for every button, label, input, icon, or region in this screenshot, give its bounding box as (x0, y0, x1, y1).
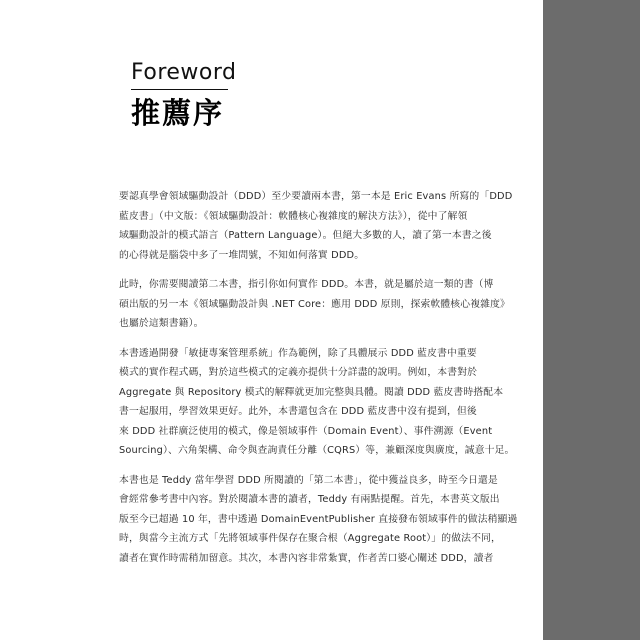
text-line: 本書透過開發「敏捷專案管理系統」作為範例，除了具體展示 DDD 藍皮書中重要 (119, 347, 477, 359)
text-line: 讀者在實作時需稍加留意。其次，本書內容非常紮實，作者苦口婆心闡述 DDD，讀者 (119, 552, 494, 564)
text-line: 碩出版的另一本《領域驅動設計與 .NET Core：應用 DDD 原則，探索軟體核心複雜度》 (119, 298, 510, 310)
paragraph-1 (119, 187, 513, 265)
text-line: Sourcing）、六角架構、命令與查詢責任分離（CQRS）等，兼顧深度與廣度，誠意十足。 (119, 445, 515, 456)
paragraph-2 (119, 275, 510, 334)
text-line: 來 DDD 社群廣泛使用的模式，像是領域事件（Domain Event）、事件溯源（Event (119, 425, 493, 437)
text-line: 書一起服用，學習效果更好。此外，本書還包含在 DDD 藍皮書中沒有提到，但後 (119, 406, 477, 417)
text-line: 此時，你需要閱讀第二本書，指引你如何實作 DDD。本書，就是屬於這一類的書（博 (119, 279, 494, 290)
text-line: 也屬於這類書籍）。 (119, 318, 204, 329)
text-line: 會經常參考書中內容。對於閱讀本書的讀者，Teddy 有兩點提醒。首先，本書英文版出 (119, 494, 500, 505)
text-line: 的心得就是腦袋中多了一堆問號，不知如何落實 DDD。 (119, 249, 365, 261)
text-line: 本書也是 Teddy 當年學習 DDD 所閱讀的「第二本書」，從中獲益良多，時至今日還是 (119, 474, 498, 486)
side-margin-bar (543, 0, 640, 640)
text-line: 版至今已超過 10 年，書中透過 DomainEventPublisher 直接發布領域事件的做法稍顯過 (119, 513, 518, 525)
paragraph-4 (119, 471, 518, 569)
heading-chinese: 推薦序 (131, 96, 225, 130)
foreword-body (119, 187, 518, 578)
text-line: 模式的實作程式碼，對於這些模式的定義亦提供十分詳盡的說明。例如，本書對於 (119, 367, 478, 378)
text-line: 時，與當今主流方式「先將領域事件保存在聚合根（Aggregate Root）」的做法不同， (119, 533, 501, 544)
heading-underline (131, 89, 228, 90)
text-line: 藍皮書」（中文版：《領域驅動設計：軟體核心複雜度的解決方法》），從中了解領 (119, 210, 468, 222)
text-line: 域驅動設計的模式語言（Pattern Language）。但絕大多數的人，讀了第一本書之後 (119, 230, 492, 241)
heading-english: Foreword (131, 60, 237, 85)
text-line: Aggregate 與 Repository 模式的解釋就更加完整與具體。閱讀 DDD 藍皮書時搭配本 (119, 386, 504, 398)
text-line: 要認真學會領域驅動設計（DDD）至少要讀兩本書，第一本是 Eric Evans 所寫的「DDD (119, 191, 513, 202)
paragraph-3 (119, 344, 515, 461)
